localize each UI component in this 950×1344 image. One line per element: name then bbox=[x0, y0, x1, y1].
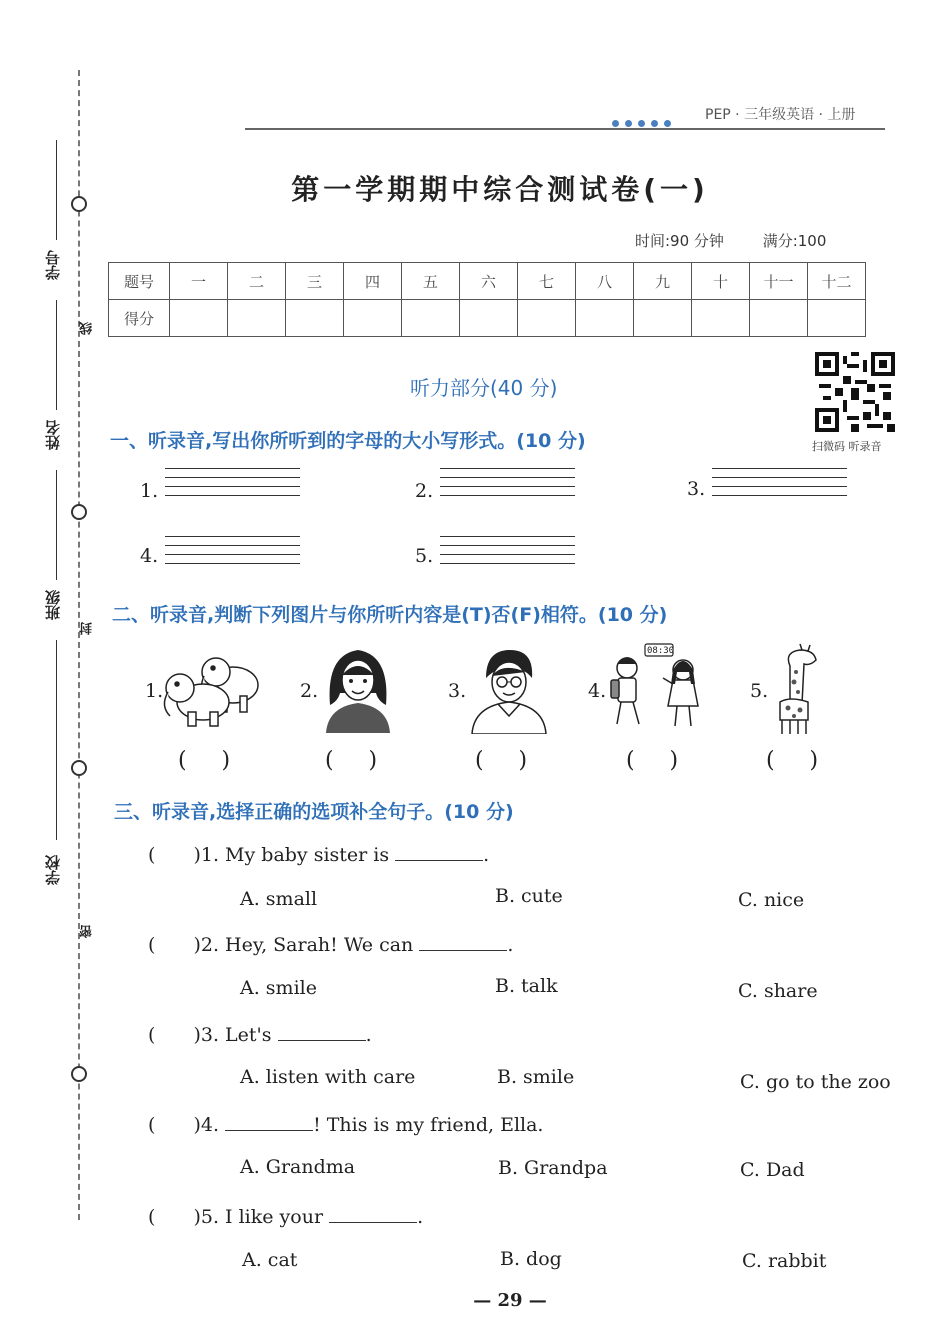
question-end: . bbox=[507, 934, 514, 956]
option-a[interactable]: A. listen with care bbox=[240, 1066, 416, 1088]
full-score-text: 满分:100 bbox=[762, 232, 827, 250]
option-c[interactable]: C. Dad bbox=[740, 1159, 805, 1181]
section-2-title: 二、听录音,判断下列图片与你所听内容是(T)否(F)相符。(10 分) bbox=[112, 604, 668, 626]
four-line-grid[interactable] bbox=[165, 468, 300, 508]
question-end: . bbox=[483, 844, 490, 866]
answer-blank[interactable] bbox=[278, 1022, 366, 1041]
class-label: 班级 bbox=[44, 590, 62, 620]
answer-paren-open[interactable]: ( bbox=[148, 1206, 156, 1228]
answer-parentheses[interactable]: ( ) bbox=[766, 748, 819, 773]
series-label: PEP · 三年级英语 · 上册 bbox=[705, 107, 856, 123]
score-cell[interactable] bbox=[518, 300, 576, 337]
class-field[interactable] bbox=[56, 470, 57, 580]
boy-with-glasses-image bbox=[468, 648, 548, 734]
item-number: 2. bbox=[415, 480, 434, 502]
question-1 bbox=[148, 842, 489, 866]
four-line-grid[interactable] bbox=[440, 536, 575, 576]
table-row bbox=[109, 300, 866, 337]
section-3-title: 三、听录音,选择正确的选项补全句子。(10 分) bbox=[114, 801, 514, 823]
name-label: 姓名 bbox=[44, 420, 62, 450]
binding-cut-line bbox=[78, 70, 80, 1220]
score-cell[interactable] bbox=[228, 300, 286, 337]
answer-blank[interactable] bbox=[225, 1112, 313, 1131]
item-number: 2. bbox=[300, 680, 319, 702]
col-11: 十一 bbox=[750, 263, 808, 300]
option-c[interactable]: C. go to the zoo bbox=[740, 1071, 891, 1093]
question-stem: )1. My baby sister is bbox=[193, 844, 396, 866]
answer-blank[interactable] bbox=[329, 1204, 417, 1223]
boy-and-girl-clock-image bbox=[605, 642, 705, 737]
answer-blank[interactable] bbox=[419, 932, 507, 951]
time-text: 时间:90 分钟 bbox=[635, 232, 724, 250]
option-b[interactable]: B. talk bbox=[495, 975, 558, 997]
col-9: 九 bbox=[634, 263, 692, 300]
score-cell[interactable] bbox=[286, 300, 344, 337]
exam-time bbox=[635, 230, 826, 251]
score-cell[interactable] bbox=[634, 300, 692, 337]
four-line-grid[interactable] bbox=[712, 468, 847, 508]
question-end: . bbox=[417, 1206, 424, 1228]
col-8: 八 bbox=[576, 263, 634, 300]
score-cell[interactable] bbox=[170, 300, 228, 337]
four-line-grid[interactable] bbox=[165, 536, 300, 576]
question-3 bbox=[148, 1022, 372, 1046]
answer-parentheses[interactable]: ( ) bbox=[325, 748, 378, 773]
four-line-grid[interactable] bbox=[440, 468, 575, 508]
col-6: 六 bbox=[460, 263, 518, 300]
qr-label: 扫微码 听录音 bbox=[812, 440, 882, 453]
option-a[interactable]: A. Grandma bbox=[240, 1156, 356, 1178]
option-c[interactable]: C. rabbit bbox=[742, 1250, 827, 1272]
score-cell[interactable] bbox=[576, 300, 634, 337]
col-10: 十 bbox=[692, 263, 750, 300]
option-a[interactable]: A. small bbox=[240, 888, 318, 910]
col-3: 三 bbox=[286, 263, 344, 300]
option-b[interactable]: B. Grandpa bbox=[498, 1157, 608, 1179]
student-id-label: 学号 bbox=[44, 250, 62, 280]
answer-parentheses[interactable]: ( ) bbox=[626, 748, 679, 773]
item-number: 1. bbox=[145, 680, 164, 702]
page-title: 第一学期期中综合测试卷(一) bbox=[291, 173, 709, 206]
score-header: 得分 bbox=[109, 300, 170, 337]
listening-part-title: 听力部分(40 分) bbox=[410, 376, 558, 400]
col-4: 四 bbox=[344, 263, 402, 300]
item-number: 5. bbox=[415, 545, 434, 567]
option-a[interactable]: A. smile bbox=[240, 977, 317, 999]
col-1: 一 bbox=[170, 263, 228, 300]
item-number: 3. bbox=[687, 478, 706, 500]
binding-hole bbox=[71, 760, 87, 776]
item-number: 5. bbox=[750, 680, 769, 702]
option-b[interactable]: B. cute bbox=[495, 885, 563, 907]
col-12: 十二 bbox=[808, 263, 866, 300]
answer-paren-open[interactable]: ( bbox=[148, 844, 156, 866]
section-1-title: 一、听录音,写出你所听到的字母的大小写形式。(10 分) bbox=[110, 430, 586, 452]
question-5 bbox=[148, 1204, 423, 1228]
question-stem: )3. Let's bbox=[193, 1024, 278, 1046]
option-b[interactable]: B. dog bbox=[500, 1248, 562, 1270]
score-cell[interactable] bbox=[750, 300, 808, 337]
score-cell[interactable] bbox=[344, 300, 402, 337]
name-field[interactable] bbox=[56, 300, 57, 410]
answer-paren-open[interactable]: ( bbox=[148, 934, 156, 956]
qr-code-icon[interactable] bbox=[815, 352, 895, 432]
item-number: 4. bbox=[588, 680, 607, 702]
score-cell[interactable] bbox=[692, 300, 750, 337]
question-stem: )4. bbox=[193, 1114, 226, 1136]
clock-time: 08:30 bbox=[647, 646, 675, 656]
girl-portrait-image bbox=[320, 645, 395, 733]
score-cell[interactable] bbox=[808, 300, 866, 337]
school-field[interactable] bbox=[56, 640, 57, 840]
score-cell[interactable] bbox=[402, 300, 460, 337]
answer-blank[interactable] bbox=[395, 842, 483, 861]
answer-parentheses[interactable]: ( ) bbox=[475, 748, 528, 773]
question-2 bbox=[148, 932, 513, 956]
binding-hole bbox=[71, 504, 87, 520]
question-stem: )5. I like your bbox=[193, 1206, 330, 1228]
score-table bbox=[108, 262, 866, 337]
elephants-image bbox=[158, 650, 263, 728]
score-cell[interactable] bbox=[460, 300, 518, 337]
school-label: 学校 bbox=[44, 855, 62, 885]
item-number: 3. bbox=[448, 680, 467, 702]
option-a[interactable]: A. cat bbox=[242, 1249, 298, 1271]
cut-mark-xian: 线 bbox=[80, 322, 95, 335]
answer-parentheses[interactable]: ( ) bbox=[178, 748, 231, 773]
question-number-header: 题号 bbox=[109, 263, 170, 300]
option-c[interactable]: C. nice bbox=[738, 889, 805, 911]
giraffe-image bbox=[770, 642, 825, 737]
question-4 bbox=[148, 1112, 543, 1136]
col-2: 二 bbox=[228, 263, 286, 300]
col-7: 七 bbox=[518, 263, 576, 300]
option-b[interactable]: B. smile bbox=[497, 1066, 575, 1088]
page-number: — 29 — bbox=[473, 1290, 547, 1311]
question-end: . bbox=[365, 1024, 372, 1046]
question-end: ! This is my friend, Ella. bbox=[313, 1114, 544, 1136]
header-rule bbox=[245, 128, 885, 130]
answer-paren-open[interactable]: ( bbox=[148, 1114, 156, 1136]
item-number: 4. bbox=[140, 545, 159, 567]
cut-mark-mi: 密 bbox=[80, 925, 95, 938]
cut-mark-feng: 封 bbox=[80, 622, 95, 635]
answer-paren-open[interactable]: ( bbox=[148, 1024, 156, 1046]
question-stem: )2. Hey, Sarah! We can bbox=[193, 934, 420, 956]
binding-hole bbox=[71, 1066, 87, 1082]
option-c[interactable]: C. share bbox=[738, 980, 818, 1002]
col-5: 五 bbox=[402, 263, 460, 300]
table-row bbox=[109, 263, 866, 300]
item-number: 1. bbox=[140, 480, 159, 502]
